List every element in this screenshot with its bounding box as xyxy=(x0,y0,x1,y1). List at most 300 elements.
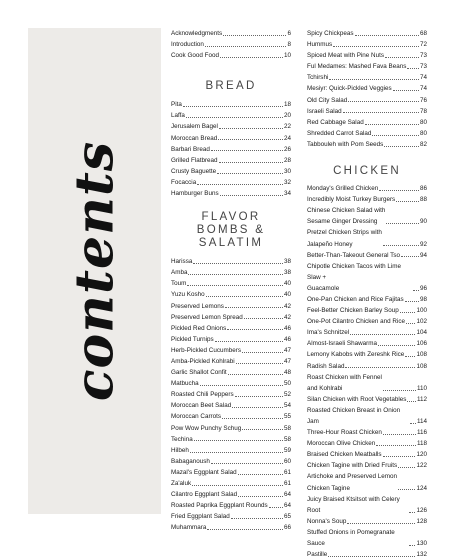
toc-entry-title: Fried Eggplant Salad xyxy=(171,513,230,521)
dot-leader xyxy=(200,385,283,386)
toc-entry-page: 122 xyxy=(416,462,427,470)
toc-entry xyxy=(307,261,427,294)
dot-leader xyxy=(329,79,419,80)
toc-entry-page: 10 xyxy=(283,52,291,60)
dot-leader xyxy=(410,423,416,424)
toc-entry-page: 26 xyxy=(283,145,291,153)
chicken-list xyxy=(307,183,427,560)
dot-leader xyxy=(406,323,415,324)
toc-entry-page: 60 xyxy=(283,457,291,465)
dot-leader xyxy=(219,162,283,163)
toc-entry-title: Introduction xyxy=(171,41,204,49)
toc-entry xyxy=(307,460,427,471)
toc-entry-page: 22 xyxy=(283,123,291,131)
toc-entry-page: 65 xyxy=(283,513,291,521)
toc-entry xyxy=(307,327,427,338)
side-panel xyxy=(28,28,161,514)
dot-leader xyxy=(413,290,419,291)
toc-entry-title: Pretzel Chicken Strips with Jalapeño Honey xyxy=(307,229,382,248)
toc-entry-page: 120 xyxy=(416,451,427,459)
toc-entry xyxy=(171,267,291,278)
toc-entry-page: 108 xyxy=(416,351,427,359)
toc-entry xyxy=(171,39,291,50)
toc-entry-title: Jerusalem Bagel xyxy=(171,123,218,131)
toc-entry-page: 108 xyxy=(416,362,427,370)
toc-entry xyxy=(171,278,291,289)
toc-entry-page: 42 xyxy=(283,302,291,310)
toc-entry-page: 32 xyxy=(283,178,291,186)
toc-entry-title: Tabbouleh with Pom Seeds xyxy=(307,140,384,148)
dot-leader xyxy=(348,101,419,102)
toc-entry xyxy=(307,294,427,305)
toc-entry-title: Mesiyr: Quick-Pickled Veggies xyxy=(307,85,392,93)
toc-entry-page: 82 xyxy=(419,140,427,148)
dot-leader xyxy=(219,128,283,129)
toc-entry-page: 28 xyxy=(283,156,291,164)
toc-entry xyxy=(171,312,291,323)
dot-leader xyxy=(205,46,287,47)
dot-leader xyxy=(386,223,419,224)
toc-entry-title: Moroccan Olive Chicken xyxy=(307,440,376,448)
toc-entry xyxy=(171,301,291,312)
toc-entry-title: Pita xyxy=(171,101,182,109)
dot-leader xyxy=(383,456,416,457)
toc-entry-page: 46 xyxy=(283,324,291,332)
toc-entry-page: 88 xyxy=(419,196,427,204)
toc-entry-page: 47 xyxy=(283,357,291,365)
toc-entry-title: Za'aluk xyxy=(171,480,192,487)
toc-entry-title: Braised Chicken Meatballs xyxy=(307,451,382,459)
toc-entry-title: Ima's Schnitzel xyxy=(307,329,350,337)
toc-entry xyxy=(171,256,291,267)
dot-leader xyxy=(238,474,283,475)
toc-entry xyxy=(171,28,291,39)
toc-entry-page: 98 xyxy=(419,295,427,303)
bread-list xyxy=(171,99,291,199)
toc-entry-page: 64 xyxy=(283,491,291,499)
dot-leader xyxy=(217,173,283,174)
toc-entry-page: 68 xyxy=(419,30,427,37)
dot-leader xyxy=(197,184,283,185)
toc-entry-page: 132 xyxy=(416,551,427,559)
toc-entry-page: 100 xyxy=(416,307,427,315)
dot-leader xyxy=(401,256,419,257)
toc-entry xyxy=(171,423,291,434)
toc-entry-title: Spicy Chickpeas xyxy=(307,30,354,37)
toc-entry xyxy=(307,28,427,39)
right-column xyxy=(307,28,427,560)
toc-entry-title: Yuzu Kosho xyxy=(171,291,205,299)
toc-entry-page: 58 xyxy=(283,424,291,432)
dot-leader xyxy=(242,352,283,353)
toc-entry-title: Artichoke and Preserved Lemon Chicken Tagine xyxy=(307,473,397,492)
toc-entry-title: Cook Good Food xyxy=(171,52,219,60)
toc-entry-page: 73 xyxy=(419,63,427,71)
toc-entry xyxy=(307,438,427,449)
toc-entry-title: One-Pot Cilantro Chicken and Rice xyxy=(307,318,405,326)
toc-entry-page: 64 xyxy=(283,502,291,510)
dot-leader xyxy=(188,274,283,275)
toc-entry xyxy=(307,250,427,261)
toc-entry xyxy=(307,106,427,117)
toc-entry xyxy=(307,50,427,61)
toc-entry xyxy=(171,511,291,522)
toc-entry xyxy=(307,338,427,349)
dot-leader xyxy=(190,452,283,453)
toc-entry-page: 126 xyxy=(416,506,427,514)
toc-entry-page: 73 xyxy=(419,52,427,60)
dot-leader xyxy=(215,341,283,342)
toc-entry-title: Roasted Chicken Breast in Onion Jam xyxy=(307,406,401,425)
toc-entry-title: Barbari Bread xyxy=(171,145,210,153)
toc-entry xyxy=(307,39,427,50)
toc-entry-title: Roasted Chili Peppers xyxy=(171,391,234,399)
dot-leader xyxy=(372,135,419,136)
dot-leader xyxy=(379,190,419,191)
toc-entry-page: 61 xyxy=(283,468,291,476)
dot-leader xyxy=(193,263,283,264)
toc-entry-page: 38 xyxy=(283,258,291,266)
dot-leader xyxy=(407,401,416,402)
toc-entry-title: Feel-Better Chicken Barley Soup xyxy=(307,307,399,315)
toc-entry-page: 74 xyxy=(419,74,427,82)
toc-entry-page: 112 xyxy=(416,395,427,403)
toc-entry-page: 104 xyxy=(416,329,427,337)
toc-entry-page: 128 xyxy=(416,517,427,525)
toc-entry-page: 40 xyxy=(283,280,291,288)
toc-entry xyxy=(307,139,427,150)
toc-entry-page: 80 xyxy=(419,129,427,137)
toc-entry xyxy=(171,188,291,199)
toc-entry xyxy=(171,166,291,177)
toc-entry xyxy=(307,316,427,327)
dot-leader xyxy=(400,312,416,313)
toc-entry-page: 102 xyxy=(416,318,427,326)
toc-entry-page: 58 xyxy=(283,435,291,443)
toc-entry-title: Old City Salad xyxy=(307,96,348,104)
toc-entry xyxy=(171,456,291,467)
toc-entry-title: Almost-Israeli Shawarma xyxy=(307,340,377,348)
toc-entry xyxy=(171,50,291,61)
toc-entry-page: 40 xyxy=(283,291,291,299)
toc-entry-title: Muhammara xyxy=(171,524,207,532)
toc-entry-title: Garlic Shallot Confit xyxy=(171,369,227,377)
toc-entry xyxy=(171,467,291,478)
toc-entry-title: Chipotle Chicken Tacos with Lime Slaw + Guacamole xyxy=(307,262,402,292)
toc-entry xyxy=(307,95,427,106)
dot-leader xyxy=(218,139,283,140)
toc-entry-page: 48 xyxy=(283,369,291,377)
dot-leader xyxy=(232,407,283,408)
toc-entry-title: Moroccan Carrots xyxy=(171,413,222,421)
toc-entry-title: Chinese Chicken Salad with Sesame Ginger Dressing xyxy=(307,207,386,226)
toc-entry xyxy=(307,128,427,139)
toc-entry-title: Nonna's Soup xyxy=(307,517,347,525)
toc-entry-page: 90 xyxy=(419,218,427,226)
toc-entry-page: 24 xyxy=(283,134,291,142)
dot-leader xyxy=(225,307,283,308)
dot-leader xyxy=(376,445,416,446)
toc-entry-title: Cilantro Eggplant Salad xyxy=(171,491,238,499)
toc-entry-page: 38 xyxy=(283,269,291,277)
toc-entry-title: Tchirshi xyxy=(307,74,329,82)
dot-leader xyxy=(345,367,415,368)
dot-leader xyxy=(228,374,283,375)
toc-entry-page: 18 xyxy=(283,101,291,109)
toc-entry xyxy=(171,500,291,511)
toc-entry-title: Pickled Turnips xyxy=(171,335,214,343)
toc-entry xyxy=(171,522,291,533)
dot-leader xyxy=(269,507,283,508)
toc-entry-title: Moroccan Beet Salad xyxy=(171,402,232,410)
toc-entry xyxy=(171,434,291,445)
toc-entry-page: 46 xyxy=(283,335,291,343)
toc-entry-page: 118 xyxy=(416,440,427,448)
toc-entry xyxy=(171,323,291,334)
toc-entry-page: 30 xyxy=(283,167,291,175)
dot-leader xyxy=(383,390,416,391)
toc-entry-page: 124 xyxy=(416,484,427,492)
toc-entry xyxy=(171,144,291,155)
dot-leader xyxy=(409,512,415,513)
toc-entry xyxy=(307,117,427,128)
toc-entry-title: Babaganoush xyxy=(171,457,210,465)
toc-entry xyxy=(171,356,291,367)
toc-entry-page: 55 xyxy=(283,413,291,421)
dot-leader xyxy=(383,434,416,435)
toc-entry-title: Better-Than-Takeout General Tso xyxy=(307,251,400,259)
front-matter-list xyxy=(171,28,291,61)
toc-entry xyxy=(307,449,427,460)
toc-entry-title: Red Cabbage Salad xyxy=(307,118,364,126)
toc-entry-title: Toum xyxy=(171,280,187,288)
toc-entry xyxy=(307,227,427,249)
toc-entry-page: 94 xyxy=(419,251,427,259)
toc-entry-title: Pickled Red Onions xyxy=(171,324,227,332)
dot-leader xyxy=(393,90,419,91)
dot-leader xyxy=(343,112,419,113)
toc-entry-page: 52 xyxy=(283,391,291,399)
toc-entry-title: Silan Chicken with Root Vegetables xyxy=(307,395,407,403)
toc-entry-page: 61 xyxy=(283,480,291,487)
toc-entry-title: Lemony Kabobs with Zereshk Rice xyxy=(307,351,405,359)
toc-entry-title: Preserved Lemon Spread xyxy=(171,313,243,321)
toc-entry xyxy=(307,427,427,438)
dot-leader xyxy=(236,363,283,364)
toc-entry-title: Amba xyxy=(171,269,188,277)
toc-entry xyxy=(307,205,427,227)
toc-entry-page: 59 xyxy=(283,446,291,454)
toc-entry-title: Acknowledgments xyxy=(171,30,223,37)
section-heading-chicken: CHICKEN xyxy=(333,165,401,178)
toc-entry-title: Roasted Paprika Eggplant Rounds xyxy=(171,502,268,510)
toc-entry-page: 47 xyxy=(283,346,291,354)
dot-leader xyxy=(220,195,283,196)
dot-leader xyxy=(396,201,419,202)
section-heading-flavor-bombs: FLAVOR BOMBS & SALATIM xyxy=(196,211,266,250)
toc-entry-title: Hummus xyxy=(307,41,333,49)
toc-entry xyxy=(171,177,291,188)
dot-leader xyxy=(194,440,283,441)
toc-entry xyxy=(307,549,427,560)
toc-entry-title: Pow Wow Punchy Schug xyxy=(171,424,242,432)
toc-entry xyxy=(171,478,291,489)
toc-entry xyxy=(171,133,291,144)
toc-entry xyxy=(171,367,291,378)
toc-entry-page: 92 xyxy=(419,240,427,248)
dot-leader xyxy=(328,556,415,557)
toc-entry-title: Harissa xyxy=(171,258,193,266)
toc-entry-page: 116 xyxy=(416,429,427,437)
toc-entry xyxy=(307,527,427,549)
toc-entry-title: Herb-Pickled Cucumbers xyxy=(171,346,241,354)
toc-entry-title: Mazal's Eggplant Salad xyxy=(171,468,237,476)
toc-entry xyxy=(307,194,427,205)
dot-leader xyxy=(235,396,283,397)
toc-entry xyxy=(307,405,427,427)
toc-entry xyxy=(307,516,427,527)
toc-entry-title: Grilled Flatbread xyxy=(171,156,218,164)
dot-leader xyxy=(333,46,419,47)
toc-entry xyxy=(171,411,291,422)
dot-leader xyxy=(244,318,283,319)
dot-leader xyxy=(398,467,415,468)
toc-entry-title: Three-Hour Roast Chicken xyxy=(307,429,382,437)
toc-entry-page: 8 xyxy=(287,41,291,49)
dot-leader xyxy=(222,418,283,419)
salatim-continued-list xyxy=(307,28,427,150)
toc-entry-page: 66 xyxy=(283,524,291,532)
toc-entry xyxy=(307,305,427,316)
dot-leader xyxy=(242,429,283,430)
toc-entry xyxy=(171,155,291,166)
dot-leader xyxy=(183,106,283,107)
dot-leader xyxy=(355,35,419,36)
toc-entry-title: Techina xyxy=(171,435,193,443)
toc-entry-title: Juicy Braised Ktsitsot with Celery Root xyxy=(307,495,400,514)
toc-entry-title: Pastille xyxy=(307,551,328,559)
toc-entry-title: Hamburger Buns xyxy=(171,190,219,198)
section-heading-bread: BREAD xyxy=(205,80,257,93)
dot-leader xyxy=(350,334,415,335)
toc-entry xyxy=(307,494,427,516)
toc-entry-page: 42 xyxy=(283,313,291,321)
dot-leader xyxy=(220,57,283,58)
toc-entry xyxy=(307,349,427,360)
dot-leader xyxy=(186,117,283,118)
toc-entry xyxy=(307,61,427,72)
toc-entry xyxy=(171,378,291,389)
dot-leader xyxy=(405,356,415,357)
toc-entry-title: Hilbeh xyxy=(171,446,189,454)
dot-leader xyxy=(211,150,283,151)
toc-entry xyxy=(171,99,291,110)
toc-entry xyxy=(171,489,291,500)
toc-entry xyxy=(171,345,291,356)
left-column xyxy=(171,28,291,533)
toc-entry-page: 54 xyxy=(283,402,291,410)
toc-entry-page: 78 xyxy=(419,107,427,115)
dot-leader xyxy=(192,485,283,486)
toc-entry-page: 74 xyxy=(419,85,427,93)
toc-entry xyxy=(171,289,291,300)
toc-entry-page: 106 xyxy=(416,340,427,348)
toc-entry-page: 50 xyxy=(283,380,291,388)
toc-entry-page: 76 xyxy=(419,96,427,104)
toc-entry xyxy=(307,471,427,493)
toc-entry-page: 96 xyxy=(419,284,427,292)
toc-entry-title: Matbucha xyxy=(171,380,199,388)
toc-entry xyxy=(171,445,291,456)
toc-entry-title: Laffa xyxy=(171,112,185,120)
toc-entry-title: Chicken Tagine with Dried Fruits xyxy=(307,462,398,470)
toc-entry-title: Israeli Salad xyxy=(307,107,342,115)
toc-entry xyxy=(171,389,291,400)
toc-entry xyxy=(307,183,427,194)
toc-entry-title: Crusty Baguette xyxy=(171,167,217,175)
toc-entry xyxy=(307,361,427,372)
toc-entry-title: Moroccan Bread xyxy=(171,134,218,142)
dot-leader xyxy=(347,523,415,524)
toc-entry-page: 130 xyxy=(416,540,427,548)
dot-leader xyxy=(409,545,415,546)
toc-entry xyxy=(307,72,427,83)
dot-leader xyxy=(384,146,419,147)
dot-leader xyxy=(383,245,419,246)
toc-entry-page: 72 xyxy=(419,41,427,49)
dot-leader xyxy=(407,68,419,69)
toc-entry-page: 34 xyxy=(283,190,291,198)
dot-leader xyxy=(385,57,419,58)
toc-entry-title: Spiced Meat with Pine Nuts xyxy=(307,52,384,60)
dot-leader xyxy=(187,285,283,286)
toc-entry-title: Shredded Carrot Salad xyxy=(307,129,372,137)
dot-leader xyxy=(227,329,283,330)
dot-leader xyxy=(398,489,416,490)
toc-entry-page: 80 xyxy=(419,118,427,126)
dot-leader xyxy=(207,529,283,530)
toc-entry-page: 6 xyxy=(287,30,291,37)
toc-entry-title: Monday's Grilled Chicken xyxy=(307,185,379,193)
toc-entry-page: 114 xyxy=(416,418,427,425)
toc-entry-title: Stuffed Onions in Pomegranate Sauce xyxy=(307,528,395,548)
contents-title: contents xyxy=(64,140,125,402)
toc-entry-page: 20 xyxy=(283,112,291,120)
toc-entry-title: Amba-Pickled Kohlrabi xyxy=(171,357,235,365)
toc-entry xyxy=(171,121,291,132)
toc-entry-title: Preserved Lemons xyxy=(171,302,224,310)
dot-leader xyxy=(405,301,419,302)
dot-leader xyxy=(206,296,283,297)
flavor-bombs-list xyxy=(171,256,291,533)
dot-leader xyxy=(211,463,283,464)
dot-leader xyxy=(365,124,419,125)
dot-leader xyxy=(378,345,415,346)
dot-leader xyxy=(238,496,283,497)
toc-entry-title: Ful Medames: Mashed Fava Beans xyxy=(307,63,407,71)
toc-entry-title: Incredibly Moist Turkey Burgers xyxy=(307,196,396,204)
toc-entry-title: One-Pan Chicken and Rice Fajitas xyxy=(307,295,404,303)
toc-entry xyxy=(171,334,291,345)
toc-entry-title: Focaccia xyxy=(171,178,197,186)
toc-entry-title: Radish Salad xyxy=(307,362,345,370)
toc-entry-page: 110 xyxy=(416,384,427,392)
toc-entry-title: Roast Chicken with Fennel and Kohlrabi xyxy=(307,373,382,392)
toc-entry xyxy=(307,83,427,94)
toc-entry xyxy=(171,110,291,121)
toc-entry xyxy=(171,400,291,411)
dot-leader xyxy=(231,518,283,519)
